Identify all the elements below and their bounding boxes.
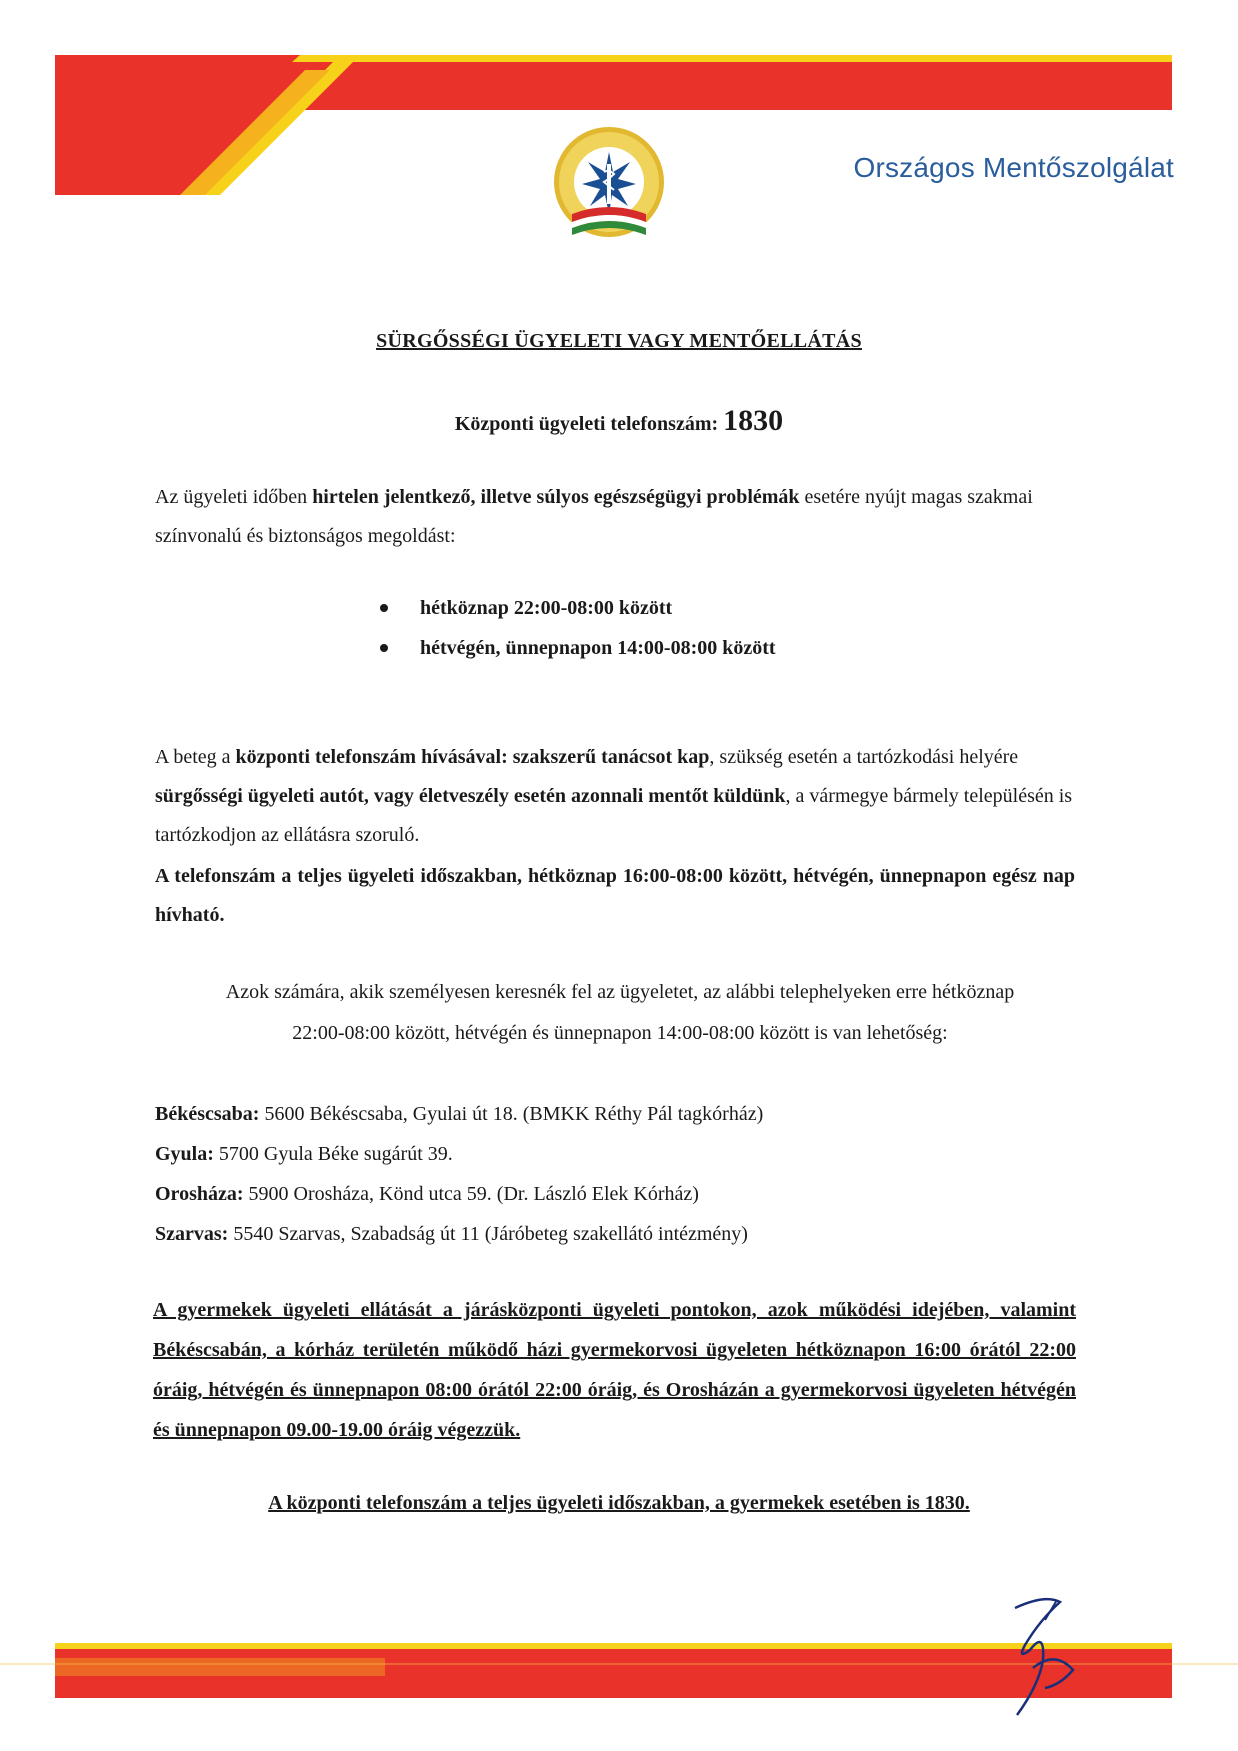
intro-text-1: Az ügyeleti időben [155,486,313,508]
service-paragraph [155,738,1075,855]
service-text-emphasis-1: központi telefonszám hívásával: szakszerű tanácsot kap [235,746,710,768]
schedule-item-weekend: hétvégén, ünnepnapon 14:00-08:00 között [380,628,776,668]
service-text-3: , a vármegye bármely településén is tartózkodjon az ellátásra szoruló. [155,785,1073,846]
phone-availability-paragraph: A telefonszám a teljes ügyeleti időszakban, hétköznap 16:00-08:00 között, hétvégén, ünnepnapon egész nap hívható. [155,865,1075,926]
site-city: Gyula: [155,1143,214,1165]
phone-label: Központi ügyeleti telefonszám: [454,413,719,435]
phone-number: 1830 [723,404,784,437]
site-address: 5900 Orosháza, Könd utca 59. (Dr. László Elek Kórház) [243,1183,699,1205]
schedule-list [380,588,776,668]
site-item [155,1214,1105,1254]
site-address: 5700 Gyula Béke sugárút 39. [213,1143,453,1165]
central-phone-line [0,404,1238,438]
intro-text-2: esetére nyújt magas szakmai színvonalú és biztonságos megoldást: [155,486,1033,547]
site-address: 5600 Békéscsaba, Gyulai út 18. (BMKK Réthy Pál tagkórház) [259,1103,764,1125]
schedule-item-weekday: hétköznap 22:00-08:00 között [380,588,776,628]
site-city: Békéscsaba: [155,1103,260,1125]
in-person-line-1: Azok számára, akik személyesen keresnék fel az ügyeletet, az alábbi telephelyeken erre hétköznap [225,981,1015,1003]
organization-name: Országos Mentőszolgálat [853,152,1174,183]
document-title: SÜRGŐSSÉGI ÜGYELETI VAGY MENTŐELLÁTÁS [376,330,862,352]
service-text-emphasis-2: sürgősségi ügyeleti autót, vagy életveszély esetén azonnali mentőt küldünk [155,785,786,807]
closing-statement: A központi telefonszám a teljes ügyeleti időszakban, a gyermekek esetében is 1830. [268,1492,970,1514]
site-item [155,1174,1105,1214]
site-city: Szarvas: [155,1223,229,1245]
site-list [155,1094,1105,1254]
intro-paragraph [155,478,1075,556]
service-text-2: , szükség esetén a tartózkodási helyére [709,746,1019,768]
seal-logo [552,122,666,254]
signature [985,1590,1100,1720]
site-address: 5540 Szarvas, Szabadság út 11 (Járóbeteg szakellátó intézmény) [228,1223,748,1245]
site-item [155,1094,1105,1134]
intro-text-emphasis: hirtelen jelentkező, illetve súlyos egészségügyi problémák [312,486,800,508]
children-care-notice: A gyermekek ügyeleti ellátását a járásközponti ügyeleti pontokon, azok működési idejében, valamint Békéscsabán, a kórház területén működő házi gyermekorvosi ügyeleten hétköznapon 16:00 órától 22:00 óráig, hétvégén és ünnepnapon 08:00 órától 22:00 óráig, és Orosházán a gyermekorvosi ügyeleten hétvégén és ünnepnapon 09.00-19.00 óráig végezzük. [153,1299,1076,1441]
service-text-1: A beteg a [155,746,236,768]
site-item [155,1134,1105,1174]
site-city: Orosháza: [155,1183,244,1205]
in-person-paragraph [140,972,1100,1054]
in-person-line-2: 22:00-08:00 között, hétvégén és ünnepnapon 14:00-08:00 között is van lehetőség: [292,1022,948,1044]
